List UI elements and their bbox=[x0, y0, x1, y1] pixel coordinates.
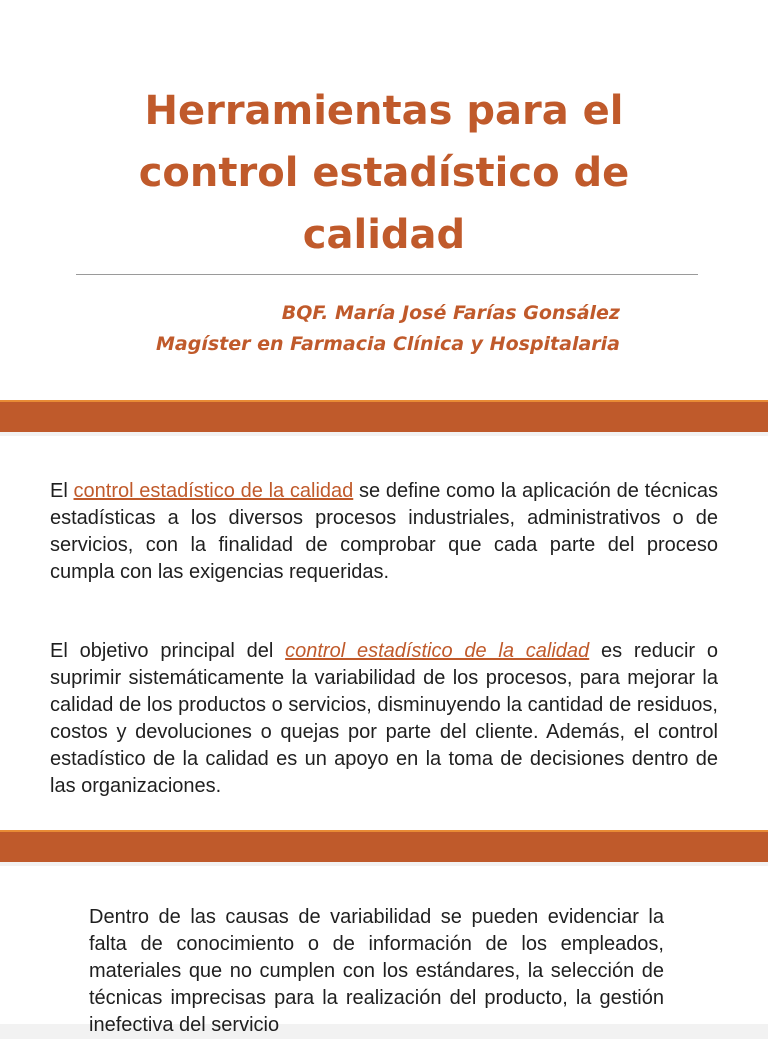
document-title bbox=[0, 80, 768, 266]
content-slide-3 bbox=[0, 866, 768, 1036]
separator-bar bbox=[0, 832, 768, 862]
variability-paragraph: Dentro de las causas de variabilidad se pueden evidenciar la falta de conocimiento o de información de los empleados, materiales que no cumplen con los estándares, la selección de técnicas imprecisas para la realización del producto, la gestión inefectiva del servicio bbox=[89, 906, 664, 1036]
objective-text-before: El objetivo principal del bbox=[50, 640, 286, 662]
slide-separator bbox=[0, 830, 768, 866]
author-name: BQF. María José Farías Gonsález bbox=[281, 302, 620, 324]
author-degree: Magíster en Farmacia Clínica y Hospitalaria bbox=[156, 333, 620, 355]
title-line-3: calidad bbox=[302, 212, 466, 258]
definition-paragraph bbox=[50, 478, 718, 586]
objective-link[interactable]: control estadístico de la calidad bbox=[285, 640, 590, 662]
definition-link[interactable]: control estadístico de la calidad bbox=[73, 480, 354, 502]
content-slide-2 bbox=[0, 436, 768, 830]
slide-separator bbox=[0, 400, 768, 436]
title-line-1: Herramientas para el bbox=[144, 88, 624, 134]
separator-bar bbox=[0, 402, 768, 432]
title-line-2: control estadístico de bbox=[138, 150, 630, 196]
objective-text-after: es reducir o suprimir sistemáticamente la variabilidad de los procesos, para mejorar la calidad de los productos o servicios, disminuyendo la cantidad de residuos, costos y devoluciones o quejas por parte del cliente. Además, el control estadístico de la calidad es un apoyo en la toma de decisiones dentro de las organizaciones. bbox=[50, 640, 718, 797]
title-divider bbox=[76, 274, 698, 275]
objective-paragraph bbox=[50, 638, 718, 800]
title-slide bbox=[0, 0, 768, 400]
definition-text-before: El bbox=[50, 480, 74, 502]
definition-text-after: se define como la aplicación de técnicas estadísticas a los diversos procesos industriales, administrativos o de servicios, con la finalidad de comprobar que cada parte del proceso cumpla con las exigencias requeridas. bbox=[50, 480, 719, 583]
